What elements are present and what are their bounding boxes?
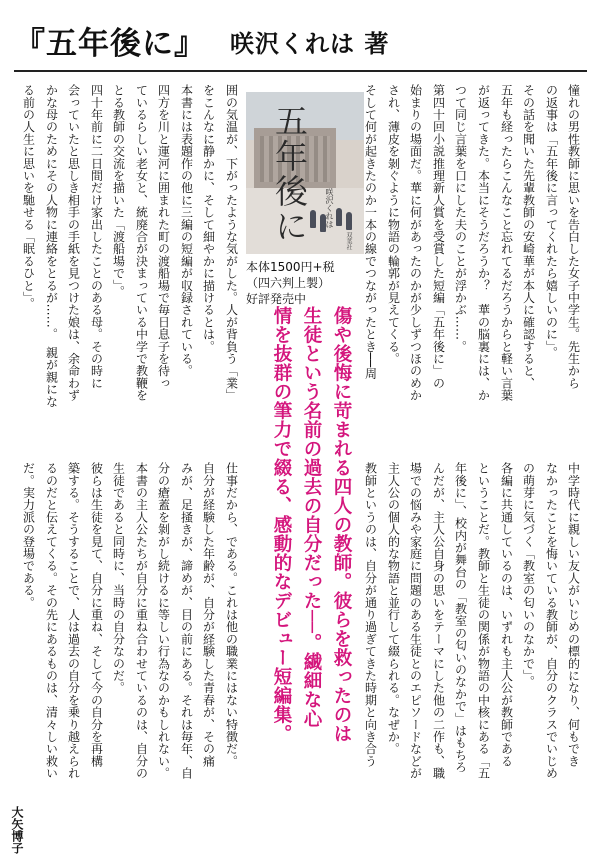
text-column: 教師というのは、自分が通り過ぎてきた時期と向き合う <box>363 462 378 767</box>
cover-student-figure <box>310 210 316 228</box>
text-column: をこんなに静かに、そして細やかに描けるとは。 <box>201 84 216 353</box>
cover-student-figure <box>336 208 342 226</box>
cover-student-figure <box>346 212 352 230</box>
text-column: され、薄皮を剝ぐように物語の輪郭が見えてくる。 <box>386 84 401 365</box>
text-column: 場での悩みや家庭に問題のある生徒とのエピソードなどが <box>408 462 423 780</box>
text-column: だ。実力派の登場である。 <box>21 462 36 609</box>
text-column: 中学時代に親しい友人がいじめの標的になり、何もでき <box>566 462 581 767</box>
catch-copy-line: 生徒という名前の過去の自分だった──。繊細な心 <box>301 306 322 729</box>
book-title: 『五年後に』 <box>14 26 206 62</box>
text-column: るのだと伝えてくる。その先にあるものは、清々しい救い <box>44 462 59 780</box>
text-column: 自分が経験した年齢が、自分が経験した青春が、その痛 <box>201 462 216 767</box>
text-column: 四十年前に二日間だけ家出したことのある母。その時に <box>89 84 104 389</box>
text-column: 四方を川と運河に囲まれた町の渡船場で毎日息子を待っ <box>156 84 171 389</box>
text-column: 仕事だから、である。これは他の職業にはない特徴だ。 <box>224 462 239 767</box>
text-column: とる教師の交流を描いた「渡船場で」。 <box>111 84 126 298</box>
author-credit: 咲沢くれは 著 <box>230 30 390 58</box>
text-column: 五年も経ったらこんなこと忘れてるだろうからと軽い言葉 <box>499 84 514 402</box>
book-cover-image <box>246 92 364 254</box>
header-rule <box>14 70 587 72</box>
text-column: 年後に」、校内が舞台の「教室の匂いのなかで」はもちろ <box>453 462 468 774</box>
text-column: の返事は「五年後に言ってくれたら嬉しいのに」。 <box>544 84 559 359</box>
text-column: 各編に共通しているのは、いずれも主人公が教師である <box>499 462 514 767</box>
text-column: 始まりの場面だ。華に何があったのかが少しずつほのめか <box>408 84 423 402</box>
cover-title: 五年後に <box>270 104 309 244</box>
text-column: 本書には表題作の他に三編の短編が収録されている。 <box>179 84 194 377</box>
text-column: 築する。そうすることで、人は過去の自分を乗り越えられ <box>66 462 81 780</box>
text-column: 主人公の個人的な物語と並行して綴られる。なぜか。 <box>386 462 401 755</box>
text-column: 生徒であると同時に、当時の自分なのだ。 <box>111 462 126 694</box>
text-column: かな母のためにその人物に連絡をとるが……。 親が親にな <box>44 84 59 408</box>
text-column: 会っていたと思しき相手の手紙を見つけた娘は、余命わず <box>66 84 81 402</box>
text-column: 囲の気温が、下がったような気がした。人が背負う「業」 <box>224 84 239 402</box>
catch-copy-line: 傷や後悔に苛まれる四人の教師。彼らを救ったのは <box>331 306 352 743</box>
text-column: んだが、主人公自身の思いをテーマにした他の二作も、職 <box>431 462 446 780</box>
text-column: なかったことを悔いている教師が、自分のクラスでいじめ <box>544 462 559 780</box>
text-column: が返ってきた。本当にそうだろうか？ 華の脳裏には、か <box>476 84 491 402</box>
text-column: 分の瘡蓋を剝がし続けるに等しい行為なのかもしれない。 <box>156 462 171 780</box>
text-column: 憧れの男性教師に思いを告白した女子中学生。先生から <box>566 84 581 389</box>
text-column: の萌芽に気づく「教室の匂いのなかで」。 <box>521 462 536 688</box>
book-status: 好評発売中 <box>246 292 307 306</box>
text-column: ているらしい老女と、統廃合が決まっている中学で教鞭を <box>134 84 149 402</box>
text-column: 第四十回小説推理新人賞を受賞した短編「五年後に」の <box>431 84 446 389</box>
book-price: 本体1500円+税 <box>246 260 335 274</box>
catch-copy-line: 情を抜群の筆力で綴る、感動的なデビュー短編集。 <box>271 306 292 743</box>
text-column: つて同じ言葉を口にした夫のことが浮かぶ……。 <box>453 84 468 353</box>
book-format: （四六判上製） <box>246 276 331 290</box>
text-column: る前の人生に思いを馳せる「眠るひと」。 <box>21 84 36 310</box>
text-column: 彼らは生徒を見て、自分に重ね、そして今の自分を再構 <box>89 462 104 767</box>
text-column: ということだ。教師と生徒の関係が物語の中核にある「五 <box>476 462 491 780</box>
text-column: そして何が起きたのか一本の線でつながったとき──周 <box>363 84 378 380</box>
text-column: 本書の主人公たちが自分に重ね合わせているのは、自分の <box>134 462 149 780</box>
cover-publisher: 双葉社 <box>345 232 352 250</box>
reviewer-signature: 大矢博子 <box>10 806 24 854</box>
text-column: みが、足掻きが、諦めが、目の前にある。それは毎年、自 <box>179 462 194 780</box>
text-column: その話を聞いた先輩教師の安崎華が本人に確認すると、 <box>521 84 536 389</box>
cover-author: 咲沢くれは <box>325 188 334 228</box>
